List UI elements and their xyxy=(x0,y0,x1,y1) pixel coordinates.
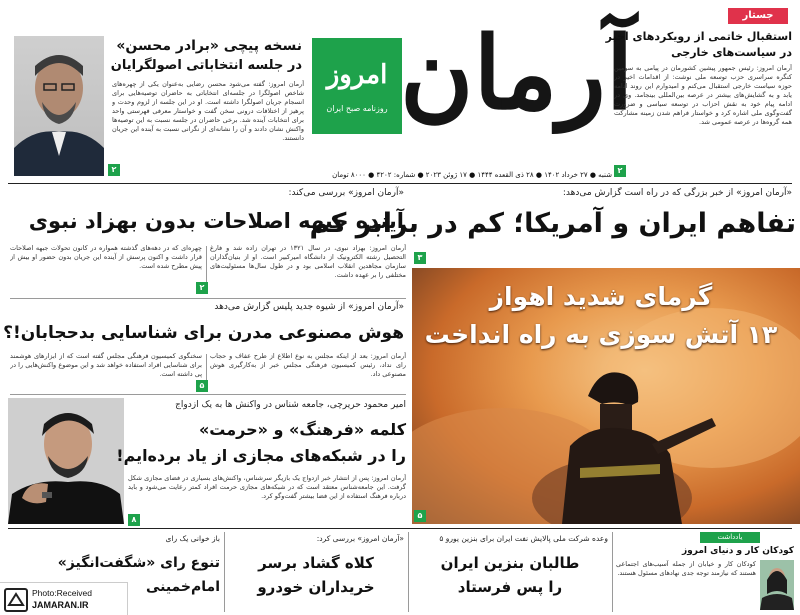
page-tag-ai: ۵ xyxy=(196,380,208,392)
masthead-logo[interactable] xyxy=(312,8,634,168)
logo-wordmark: آرمان xyxy=(400,14,634,132)
page-tag-right-top: ۲ xyxy=(614,165,626,177)
note-title[interactable]: کودکان کار و دنیای امروز xyxy=(681,546,794,556)
bottom-divider-1 xyxy=(612,532,613,612)
ai-story-headline[interactable]: هوش مصنوعی مدرن برای شناسایی بدحجابان!؟ xyxy=(3,323,404,343)
watermark xyxy=(0,582,128,615)
columnist-photo xyxy=(760,560,794,610)
ai-story-kicker: «آرمان امروز» از شیوه جدید پلیس گزارش می‌دهد xyxy=(214,302,404,312)
watermark-logo-icon xyxy=(4,588,28,612)
front-story-kicker: «آرمان امروز» بررسی می‌کند: xyxy=(288,188,404,198)
bottom-divider-3 xyxy=(224,532,225,612)
portrait-photo-actor xyxy=(8,398,124,524)
culture-story-headline-1[interactable]: کلمه «فرهنگ» و «حرمت» xyxy=(198,420,406,439)
page-tag-left-top: ۲ xyxy=(108,164,120,176)
vote-headline-1[interactable]: تنوع رای «شگفت‌انگیز» xyxy=(57,555,220,571)
culture-story-headline-2[interactable]: را در شبکه‌های مجازی از یاد برده‌ایم! xyxy=(116,446,406,465)
gasoline-headline-2[interactable]: را پس فرستاد xyxy=(457,578,563,596)
page-tag-lead: ۳ xyxy=(414,252,426,264)
page-tag-photo: ۵ xyxy=(414,510,426,522)
section-badge-label: جستار xyxy=(742,10,774,21)
gasoline-headline-1[interactable]: طالبان بنزین ایران xyxy=(440,554,580,572)
top-band-divider xyxy=(8,183,792,184)
note-body: کودکان کار و خیابان از جمله آسیب‌های اجتماعی هستند که نیازمند توجه جدی نهادهای مسئول هستند. xyxy=(616,560,756,577)
front-story-body-right: آرمان امروز: بهزاد نبوی، در سال ۱۳۲۱ در تهران زاده شد و فارغ التحصیل رشته الکترونیک از دانشگاه امیرکبیر است. او از بنیان‌گذاران سازمان مجاهدین انقلاب اسلامی بود و در طول سال‌ها مسئولیت‌های مختلفی را بر عهده داشت. xyxy=(210,244,406,279)
page-tag-culture: ۸ xyxy=(128,514,140,526)
ai-story-divider xyxy=(10,394,406,395)
left-top-headline-1[interactable]: نسخه پیچی «برادر محسن» xyxy=(116,38,302,54)
lead-headline[interactable]: تفاهم ایران و آمریکا؛ کم در برابر کم xyxy=(309,208,796,239)
note-kicker xyxy=(700,532,760,543)
right-top-headline-1[interactable]: استقبال خاتمی از رویکردهای اخیر xyxy=(605,30,792,43)
section-badge[interactable] xyxy=(728,8,788,24)
vote-kicker: باز خوانی یک رای xyxy=(165,534,220,543)
note-kicker-label: یادداشت xyxy=(717,533,743,541)
front-story-body-left: چهره‌ای که در دهه‌های گذشته همواره در کانون تحولات جبهه اصلاحات قرار داشت و اکنون پرسش از آینده این جریان بدون حضور او بیش از پیش مطرح شده است. xyxy=(10,244,202,270)
ai-story-body-right: آرمان امروز: بعد از اینکه مجلس به نوع اطلاع از طرح عفاف و حجاب رای نداد، رئیس کمیسیون فرهنگی مجلس خبر از به‌کارگیری هوش مصنوعی داد. xyxy=(210,352,406,378)
culture-story-kicker: امیر محمود حریرچی، جامعه شناس در واکنش ها به یک ازدواج xyxy=(175,400,406,410)
dateline: شنبه ● ۲۷ خرداد ۱۴۰۲ ● ۲۸ ذی القعده ۱۴۴۴ ● ۱۷ ژوئن ۲۰۲۳ ● شماره: ۴۲۰۲ ● ۸۰۰۰ تومان xyxy=(332,171,612,179)
car-headline-1[interactable]: کلاه گشاد برسر xyxy=(258,554,374,572)
photo-headline-1: گرمای شدید اهواز xyxy=(489,282,713,311)
front-story-headline[interactable]: آینده جبهه اصلاحات بدون بهزاد نبوی xyxy=(28,209,404,233)
photo-headline-2: ۱۳ آتش سوزی به راه انداخت xyxy=(424,320,778,349)
vote-headline-2[interactable]: امام‌خمینی xyxy=(145,579,220,595)
culture-story-body: آرمان امروز: پس از انتشار خبر ازدواج یک بازیگر سرشناس، واکنش‌های بسیاری در فضای مجازی شکل گرفت. این جامعه‌شناس معتقد است که در شبکه‌های مجازی حرمت افراد کمتر رعایت می‌شود و باید درباره فرهنگ استفاده از این فضا بیشتر گفت‌وگو کرد. xyxy=(128,474,406,500)
logo-sub-text: روزنامه صبح ایران xyxy=(326,104,388,113)
ai-story-body-left: سخنگوی کمیسیون فرهنگی مجلس گفته است که از ابزارهای هوشمند برای شناسایی افراد استفاده خواهد شد و این موضوع واکنش‌هایی را در پی داشته است. xyxy=(10,352,202,378)
watermark-line1: Photo:Received xyxy=(32,588,93,598)
logo-box xyxy=(312,38,402,134)
right-top-body: آرمان امروز: رئیس جمهور پیشین کشورمان در پیامی به سومین کنگره سراسری حزب توسعه ملی نوشت: از اقدامات اخیر در حوزه سیاست خارجی استقبال می‌کنم و امیدوارم این روند ادامه یابد و به گشایش‌های بیشتر در عرصه بین‌المللی بینجامد. وی در ادامه پیام خود به نقش احزاب در توسعه سیاسی و ضرورت گفت‌وگوی ملی اشاره کرد و خواستار فراهم شدن زمینه مشارکت همه گروه‌ها در عرصه عمومی شد. xyxy=(614,64,792,126)
fire-photo[interactable] xyxy=(412,268,800,524)
car-headline-2[interactable]: خریداران خودرو xyxy=(257,578,375,596)
logo-box-text: امروز xyxy=(326,60,388,90)
lead-kicker: «آرمان امروز» از خبر بزرگی که در راه است گزارش می‌دهد: xyxy=(562,188,792,198)
bottom-band-divider xyxy=(8,528,792,529)
left-top-body: آرمان امروز: گفته می‌شود محسن رضایی به‌عنوان یکی از چهره‌های شاخص اصولگرا در جلسه‌ای انتخاباتی به حاضران توصیه‌هایی برای انسجام جریان اصولگرا داشته است. او در این جلسه از لزوم وحدت و پرهیز از اختلافات درونی سخن گفت و خواستار معرفی فهرستی واحد برای انتخابات آینده شد. برخی حاضران در جلسه نسبت به این توصیه‌ها واکنش نشان دادند و آن را نشانه‌ای از نگرانی نسبت به آینده این جریان دانستند. xyxy=(112,80,304,142)
car-kicker: «آرمان امروز» بررسی کرد: xyxy=(316,534,404,543)
portrait-photo-rezaei xyxy=(14,36,104,176)
watermark-line2: JAMARAN.IR xyxy=(32,600,89,610)
ai-story-col-divider xyxy=(206,354,207,380)
gasoline-kicker: وعده شرکت ملی پالایش نفت ایران برای بنزین یورو ۵ xyxy=(439,534,608,543)
page-tag-front: ۲ xyxy=(196,282,208,294)
front-story-divider xyxy=(10,298,406,299)
left-top-headline-2[interactable]: در جلسه انتخاباتی اصولگرایان xyxy=(110,58,302,73)
right-top-headline-2[interactable]: در سیاست‌های خارجی xyxy=(671,46,792,59)
bottom-divider-2 xyxy=(408,532,409,612)
